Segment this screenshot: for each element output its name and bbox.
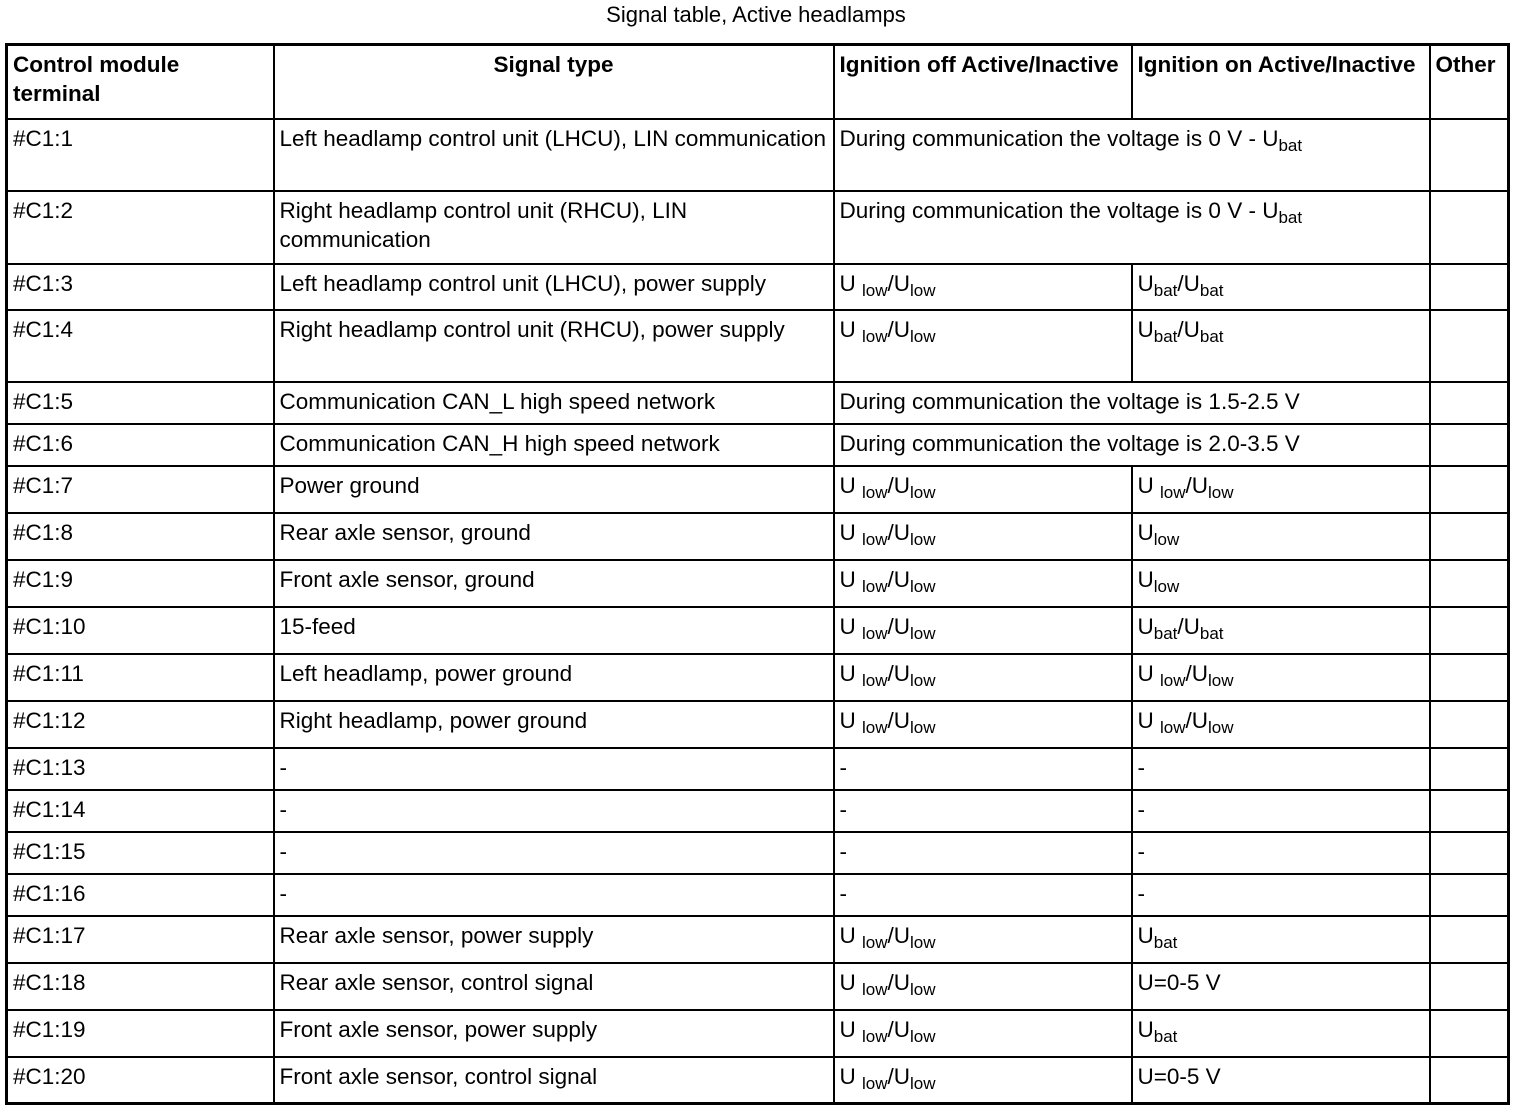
other-cell: [1430, 424, 1509, 466]
signal-type-cell: Front axle sensor, power supply: [274, 1010, 834, 1057]
table-row: [7, 382, 1509, 424]
ignition-on-cell: $U_{bat}/U_{bat}$: [1132, 607, 1430, 654]
header-terminal: Control module terminal: [7, 45, 274, 119]
table-body: [7, 119, 1509, 1104]
signal-type-cell: -: [274, 790, 834, 832]
ignition-on-cell: $U_{bat}$: [1132, 916, 1430, 963]
table-row: [7, 560, 1509, 607]
table-row: [7, 790, 1509, 832]
ignition-off-cell: -: [834, 832, 1132, 874]
terminal-cell: #C1:16: [7, 874, 274, 916]
other-cell: [1430, 654, 1509, 701]
terminal-cell: #C1:1: [7, 119, 274, 191]
signal-type-cell: Right headlamp control unit (RHCU), LIN communication: [274, 191, 834, 264]
terminal-cell: #C1:11: [7, 654, 274, 701]
signal-type-cell: Power ground: [274, 466, 834, 513]
table-row: [7, 119, 1509, 191]
signal-type-cell: Communication CAN_H high speed network: [274, 424, 834, 466]
ignition-off-cell: U $_{low}/U_{low}$: [834, 916, 1132, 963]
other-cell: [1430, 310, 1509, 382]
terminal-cell: #C1:15: [7, 832, 274, 874]
signal-type-cell: -: [274, 874, 834, 916]
other-cell: [1430, 748, 1509, 790]
terminal-cell: #C1:7: [7, 466, 274, 513]
terminal-cell: #C1:19: [7, 1010, 274, 1057]
ignition-off-cell: -: [834, 748, 1132, 790]
ignition-off-cell: U $_{low}/U_{low}$: [834, 560, 1132, 607]
ignition-off-cell: U $_{low}/U_{low}$: [834, 1057, 1132, 1104]
other-cell: [1430, 119, 1509, 191]
header-ignition-on: Ignition on Active/Inactive: [1132, 45, 1430, 119]
other-cell: [1430, 382, 1509, 424]
terminal-cell: #C1:2: [7, 191, 274, 264]
header-ignition-off: Ignition off Active/Inactive: [834, 45, 1132, 119]
table-row: [7, 701, 1509, 748]
table-row: [7, 513, 1509, 560]
other-cell: [1430, 607, 1509, 654]
ignition-on-cell: U $_{low}/U_{low}$: [1132, 466, 1430, 513]
voltage-span-cell: During communication the voltage is 0 V - $U_{bat}$: [834, 191, 1430, 264]
header-row: [7, 45, 1509, 119]
terminal-cell: #C1:6: [7, 424, 274, 466]
signal-type-cell: Rear axle sensor, ground: [274, 513, 834, 560]
table-row: [7, 654, 1509, 701]
table-row: [7, 310, 1509, 382]
other-cell: [1430, 191, 1509, 264]
other-cell: [1430, 264, 1509, 310]
terminal-cell: #C1:5: [7, 382, 274, 424]
table-row: [7, 963, 1509, 1010]
ignition-off-cell: U $_{low}/U_{low}$: [834, 466, 1132, 513]
other-cell: [1430, 916, 1509, 963]
signal-type-cell: -: [274, 832, 834, 874]
table-row: [7, 264, 1509, 310]
signal-type-cell: Right headlamp control unit (RHCU), power supply: [274, 310, 834, 382]
table-row: [7, 1057, 1509, 1104]
table-row: [7, 466, 1509, 513]
ignition-on-cell: $U_{low}$: [1132, 560, 1430, 607]
signal-type-cell: -: [274, 748, 834, 790]
other-cell: [1430, 466, 1509, 513]
voltage-span-cell: During communication the voltage is 1.5-2.5 V: [834, 382, 1430, 424]
signal-type-cell: Front axle sensor, control signal: [274, 1057, 834, 1104]
terminal-cell: #C1:18: [7, 963, 274, 1010]
ignition-on-cell: -: [1132, 790, 1430, 832]
ignition-on-cell: U=0-5 V: [1132, 963, 1430, 1010]
ignition-off-cell: U $_{low}/U_{low}$: [834, 310, 1132, 382]
ignition-on-cell: $U_{bat}/U_{bat}$: [1132, 310, 1430, 382]
terminal-cell: #C1:3: [7, 264, 274, 310]
ignition-off-cell: U $_{low}/U_{low}$: [834, 701, 1132, 748]
page-title: Signal table, Active headlamps: [606, 2, 906, 27]
other-cell: [1430, 963, 1509, 1010]
ignition-on-cell: $U_{bat}/U_{bat}$: [1132, 264, 1430, 310]
terminal-cell: #C1:20: [7, 1057, 274, 1104]
other-cell: [1430, 701, 1509, 748]
other-cell: [1430, 1057, 1509, 1104]
terminal-cell: #C1:9: [7, 560, 274, 607]
ignition-off-cell: U $_{low}/U_{low}$: [834, 963, 1132, 1010]
header-other: Other: [1430, 45, 1509, 119]
table-row: [7, 832, 1509, 874]
voltage-span-cell: During communication the voltage is 2.0-3.5 V: [834, 424, 1430, 466]
ignition-on-cell: $U_{bat}$: [1132, 1010, 1430, 1057]
ignition-off-cell: U $_{low}/U_{low}$: [834, 264, 1132, 310]
signal-type-cell: Rear axle sensor, control signal: [274, 963, 834, 1010]
terminal-cell: #C1:13: [7, 748, 274, 790]
signal-type-cell: 15-feed: [274, 607, 834, 654]
ignition-on-cell: U $_{low}/U_{low}$: [1132, 654, 1430, 701]
other-cell: [1430, 832, 1509, 874]
table-row: [7, 748, 1509, 790]
signal-table: [5, 43, 1510, 1105]
table-row: [7, 607, 1509, 654]
terminal-cell: #C1:12: [7, 701, 274, 748]
signal-type-cell: Left headlamp control unit (LHCU), LIN communication: [274, 119, 834, 191]
terminal-cell: #C1:4: [7, 310, 274, 382]
other-cell: [1430, 874, 1509, 916]
signal-type-cell: Right headlamp, power ground: [274, 701, 834, 748]
ignition-on-cell: -: [1132, 832, 1430, 874]
ignition-off-cell: -: [834, 874, 1132, 916]
signal-type-cell: Left headlamp, power ground: [274, 654, 834, 701]
ignition-off-cell: U $_{low}/U_{low}$: [834, 607, 1132, 654]
voltage-span-cell: During communication the voltage is 0 V - $U_{bat}$: [834, 119, 1430, 191]
ignition-on-cell: U=0-5 V: [1132, 1057, 1430, 1104]
signal-type-cell: Front axle sensor, ground: [274, 560, 834, 607]
ignition-off-cell: U $_{low}/U_{low}$: [834, 1010, 1132, 1057]
table-row: [7, 424, 1509, 466]
header-signal-type: Signal type: [274, 45, 834, 119]
ignition-on-cell: U $_{low}/U_{low}$: [1132, 701, 1430, 748]
ignition-off-cell: U $_{low}/U_{low}$: [834, 513, 1132, 560]
ignition-off-cell: -: [834, 790, 1132, 832]
table-row: [7, 916, 1509, 963]
terminal-cell: #C1:8: [7, 513, 274, 560]
signal-type-cell: Rear axle sensor, power supply: [274, 916, 834, 963]
terminal-cell: #C1:17: [7, 916, 274, 963]
signal-type-cell: Communication CAN_L high speed network: [274, 382, 834, 424]
table-row: [7, 1010, 1509, 1057]
ignition-on-cell: -: [1132, 748, 1430, 790]
ignition-off-cell: U $_{low}/U_{low}$: [834, 654, 1132, 701]
other-cell: [1430, 790, 1509, 832]
ignition-on-cell: $U_{low}$: [1132, 513, 1430, 560]
other-cell: [1430, 513, 1509, 560]
terminal-cell: #C1:14: [7, 790, 274, 832]
signal-type-cell: Left headlamp control unit (LHCU), power supply: [274, 264, 834, 310]
other-cell: [1430, 560, 1509, 607]
other-cell: [1430, 1010, 1509, 1057]
table-row: [7, 191, 1509, 264]
table-row: [7, 874, 1509, 916]
terminal-cell: #C1:10: [7, 607, 274, 654]
ignition-on-cell: -: [1132, 874, 1430, 916]
